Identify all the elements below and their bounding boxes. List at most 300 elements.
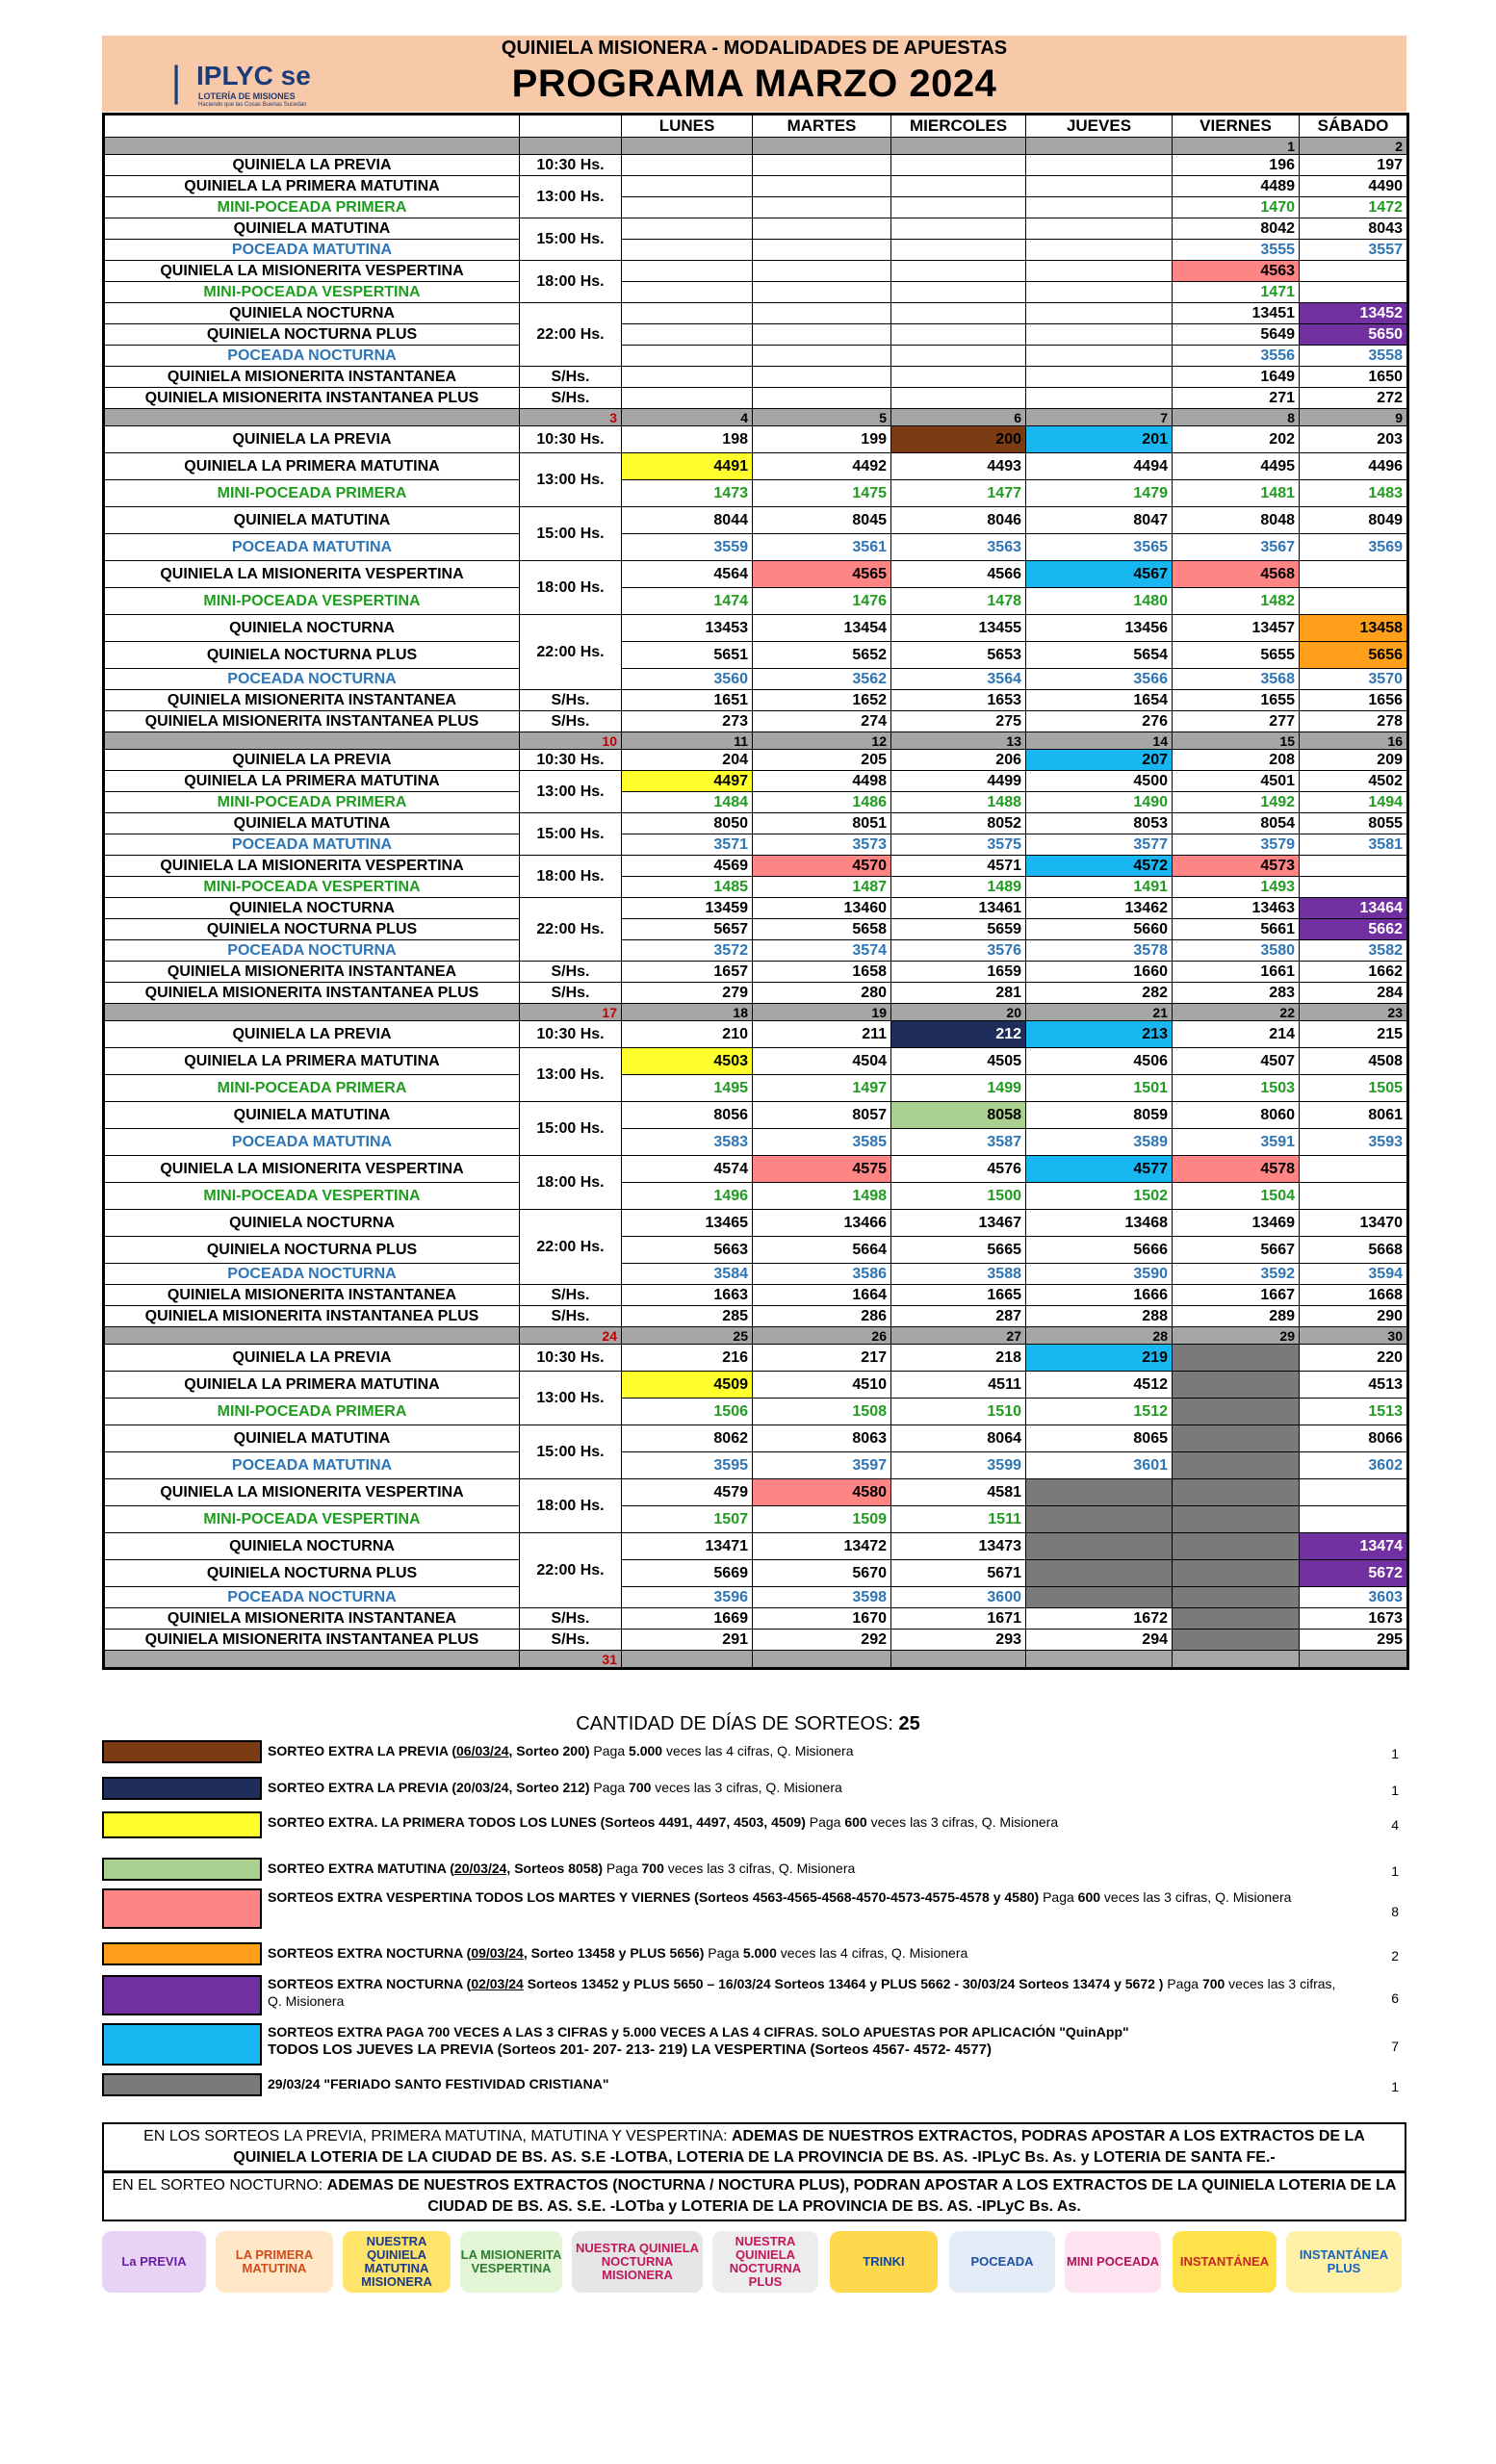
draw-number: 4496 — [1300, 453, 1408, 480]
draw-number — [1026, 1587, 1173, 1608]
game-name: POCEADA NOCTURNA — [104, 940, 520, 962]
legend-pay-label: Paga — [603, 1861, 642, 1876]
legend-item — [102, 2023, 1406, 2066]
draw-number: 218 — [891, 1345, 1026, 1372]
draw-number: 13455 — [891, 615, 1026, 642]
draw-number: 294 — [1026, 1630, 1173, 1651]
draw-number: 3599 — [891, 1452, 1026, 1479]
sunday-date: 31 — [520, 1651, 622, 1669]
game-name: QUINIELA NOCTURNA PLUS — [104, 919, 520, 940]
draw-number: 1484 — [622, 792, 753, 813]
legend-text — [268, 1888, 1346, 1906]
draw-time: S/Hs. — [520, 711, 622, 732]
draw-number: 13454 — [753, 615, 891, 642]
draw-number: 1649 — [1173, 367, 1300, 388]
header-blank — [104, 115, 520, 138]
draw-number: 3598 — [753, 1587, 891, 1608]
game-row — [104, 1129, 1408, 1156]
game-row — [104, 1399, 1408, 1425]
week-label-cell — [104, 1004, 520, 1021]
date-cell: 18 — [622, 1004, 753, 1021]
game-name: QUINIELA MATUTINA — [104, 218, 520, 240]
draw-number: 5653 — [891, 642, 1026, 669]
game-row — [104, 1183, 1408, 1210]
draw-number: 5665 — [891, 1237, 1026, 1264]
legend-lead: SORTEOS EXTRA NOCTURNA ( — [268, 1945, 472, 1961]
draw-number: 3578 — [1026, 940, 1173, 962]
week-label-cell — [104, 732, 520, 750]
draw-number: 4565 — [753, 561, 891, 588]
draw-number: 8055 — [1300, 813, 1408, 834]
game-name: MINI-POCEADA PRIMERA — [104, 1075, 520, 1102]
draw-number — [622, 367, 753, 388]
draw-number: 4577 — [1026, 1156, 1173, 1183]
game-row — [104, 426, 1408, 453]
draw-time: 13:00 Hs. — [520, 176, 622, 218]
draw-number: 4501 — [1173, 771, 1300, 792]
draw-number: 3572 — [622, 940, 753, 962]
game-row — [104, 642, 1408, 669]
draw-number: 5664 — [753, 1237, 891, 1264]
draw-number — [1173, 1452, 1300, 1479]
draw-time: S/Hs. — [520, 983, 622, 1004]
draw-number: 291 — [622, 1630, 753, 1651]
game-row — [104, 1533, 1408, 1560]
draw-number: 3579 — [1173, 834, 1300, 856]
note-nocturno — [102, 2171, 1406, 2221]
legend-rest: veces las 3 cifras, Q. Misionera — [866, 1814, 1059, 1830]
legend-lead: SORTEOS EXTRA VESPERTINA TODOS LOS MARTES Y VIERNES (Sorteos 4563-4565-4568-4570-4573-4575-4578 y 4580) — [268, 1889, 1040, 1905]
draw-number — [1026, 388, 1173, 409]
game-row — [104, 388, 1408, 409]
draw-number: 206 — [891, 750, 1026, 771]
legend-date: 09/03/24 — [471, 1945, 524, 1961]
logo-subtitle: LOTERÍA DE MISIONES — [198, 91, 296, 101]
draw-time: 22:00 Hs. — [520, 1210, 622, 1285]
legend-item — [102, 1811, 1406, 1838]
game-row — [104, 834, 1408, 856]
brand-logo: NUESTRA QUINIELA NOCTURNA PLUS — [712, 2231, 818, 2293]
date-cell: 2 — [1300, 138, 1408, 155]
game-name: QUINIELA LA PRIMERA MATUTINA — [104, 176, 520, 197]
draw-number: 4505 — [891, 1048, 1026, 1075]
header-time-blank — [520, 115, 622, 138]
game-row — [104, 1630, 1408, 1651]
draw-number: 1505 — [1300, 1075, 1408, 1102]
game-row — [104, 534, 1408, 561]
draw-number: 284 — [1300, 983, 1408, 1004]
game-name: QUINIELA NOCTURNA PLUS — [104, 642, 520, 669]
game-name: QUINIELA NOCTURNA — [104, 615, 520, 642]
game-row — [104, 940, 1408, 962]
date-cell — [622, 138, 753, 155]
draw-number: 1486 — [753, 792, 891, 813]
draw-number — [891, 197, 1026, 218]
legend-swatch — [102, 2073, 262, 2096]
draw-time: 13:00 Hs. — [520, 1372, 622, 1425]
header-day: LUNES — [622, 115, 753, 138]
draw-time: 22:00 Hs. — [520, 1533, 622, 1608]
draw-number: 208 — [1173, 750, 1300, 771]
date-cell: 6 — [891, 409, 1026, 426]
draw-number: 209 — [1300, 750, 1408, 771]
week-date-row — [104, 1004, 1408, 1021]
draw-number: 1477 — [891, 480, 1026, 507]
draw-number — [622, 155, 753, 176]
game-row — [104, 480, 1408, 507]
date-cell: 28 — [1026, 1327, 1173, 1345]
draw-time: 13:00 Hs. — [520, 1048, 622, 1102]
game-row — [104, 1237, 1408, 1264]
count-value: 25 — [898, 1713, 920, 1734]
header-day: MIERCOLES — [891, 115, 1026, 138]
draw-number: 3555 — [1173, 240, 1300, 261]
legend-detail: , Sorteo 13458 y PLUS 5656) — [523, 1945, 705, 1961]
date-cell — [1026, 138, 1173, 155]
game-row — [104, 1608, 1408, 1630]
draw-time: 15:00 Hs. — [520, 1102, 622, 1156]
draw-number: 8064 — [891, 1425, 1026, 1452]
draw-number: 1665 — [891, 1285, 1026, 1306]
game-row — [104, 507, 1408, 534]
draw-number: 13463 — [1173, 898, 1300, 919]
draw-number — [753, 261, 891, 282]
draw-number: 1650 — [1300, 367, 1408, 388]
draw-number: 4489 — [1173, 176, 1300, 197]
game-row — [104, 711, 1408, 732]
draw-time: S/Hs. — [520, 1608, 622, 1630]
legend-swatch — [102, 1777, 262, 1800]
draw-number: 202 — [1173, 426, 1300, 453]
day-header-row — [104, 115, 1408, 138]
game-name: QUINIELA LA PREVIA — [104, 1345, 520, 1372]
draw-number: 13452 — [1300, 303, 1408, 324]
game-row — [104, 615, 1408, 642]
legend-count: 7 — [1391, 2039, 1399, 2054]
draw-number: 3559 — [622, 534, 753, 561]
note-daytime-body: ADEMAS DE NUESTROS EXTRACTOS, PODRAS APOSTAR A LOS EXTRACTOS DE LA QUINIELA LOTERIA DE LA CIUDAD DE BS. AS. S.E -LOTBA, LOTERIA DE LA PROVINCIA DE BS. AS. -IPLyC Bs. As. y LOTERIA DE SANTA FE.- — [233, 2128, 1365, 2166]
draw-number: 5657 — [622, 919, 753, 940]
game-row — [104, 771, 1408, 792]
legend-detail: SOLO APUESTAS POR APLICACIÓN "QuinApp" — [817, 2024, 1129, 2040]
legend-count: 4 — [1391, 1817, 1399, 1833]
draw-number: 5650 — [1300, 324, 1408, 346]
game-name: QUINIELA MISIONERITA INSTANTANEA PLUS — [104, 983, 520, 1004]
date-cell: 8 — [1173, 409, 1300, 426]
header-day: VIERNES — [1173, 115, 1300, 138]
legend-item — [102, 1858, 1406, 1881]
game-name: QUINIELA LA MISIONERITA VESPERTINA — [104, 1479, 520, 1506]
draw-number: 5670 — [753, 1560, 891, 1587]
document-title: PROGRAMA MARZO 2024 — [511, 63, 997, 105]
draw-number — [622, 324, 753, 346]
game-row — [104, 155, 1408, 176]
draw-number — [1300, 1479, 1408, 1506]
draw-number: 3569 — [1300, 534, 1408, 561]
draw-number: 3575 — [891, 834, 1026, 856]
draw-time: 18:00 Hs. — [520, 261, 622, 303]
draw-number — [1173, 1608, 1300, 1630]
draw-time: 22:00 Hs. — [520, 615, 622, 690]
draw-number: 13468 — [1026, 1210, 1173, 1237]
legend-swatch — [102, 1888, 262, 1929]
draw-number: 3583 — [622, 1129, 753, 1156]
date-cell — [1300, 1651, 1408, 1669]
draw-number: 1472 — [1300, 197, 1408, 218]
date-cell — [1026, 1651, 1173, 1669]
draw-number: 1490 — [1026, 792, 1173, 813]
draw-number — [1300, 261, 1408, 282]
game-name: POCEADA NOCTURNA — [104, 1264, 520, 1285]
game-row — [104, 690, 1408, 711]
draw-number — [1026, 176, 1173, 197]
legend-pay-label: Paga — [589, 1780, 630, 1795]
date-cell: 16 — [1300, 732, 1408, 750]
game-name: MINI-POCEADA VESPERTINA — [104, 588, 520, 615]
legend-pay-label: Paga — [805, 1814, 845, 1830]
draw-number: 8058 — [891, 1102, 1026, 1129]
draw-time: S/Hs. — [520, 690, 622, 711]
game-row — [104, 176, 1408, 197]
draw-number: 3594 — [1300, 1264, 1408, 1285]
final-date-row — [104, 1651, 1408, 1669]
legend-lead: SORTEOS EXTRA NOCTURNA ( — [268, 1976, 472, 1991]
draw-number: 8053 — [1026, 813, 1173, 834]
draw-time: 10:30 Hs. — [520, 750, 622, 771]
draw-number: 1474 — [622, 588, 753, 615]
draw-number: 217 — [753, 1345, 891, 1372]
legend-date: 06/03/24 — [456, 1743, 509, 1758]
draw-number — [1300, 856, 1408, 877]
draw-number: 1482 — [1173, 588, 1300, 615]
game-name: QUINIELA MISIONERITA INSTANTANEA — [104, 690, 520, 711]
draw-number — [1026, 240, 1173, 261]
draw-number: 3568 — [1173, 669, 1300, 690]
draw-number: 203 — [1300, 426, 1408, 453]
game-row — [104, 453, 1408, 480]
legend-swatch — [102, 1858, 262, 1881]
draw-number: 4570 — [753, 856, 891, 877]
legend-pay: 700 — [641, 1861, 664, 1876]
game-name: POCEADA NOCTURNA — [104, 1587, 520, 1608]
draw-number: 220 — [1300, 1345, 1408, 1372]
draw-number — [1026, 324, 1173, 346]
draw-number: 4578 — [1173, 1156, 1300, 1183]
note-daytime-lead: EN LOS SORTEOS LA PREVIA, PRIMERA MATUTINA, MATUTINA Y VESPERTINA: — [143, 2128, 732, 2144]
draw-number: 4564 — [622, 561, 753, 588]
draw-number: 4509 — [622, 1372, 753, 1399]
draw-number: 4506 — [1026, 1048, 1173, 1075]
game-row — [104, 1048, 1408, 1075]
game-row — [104, 1264, 1408, 1285]
draw-number: 1653 — [891, 690, 1026, 711]
draw-time: 10:30 Hs. — [520, 155, 622, 176]
draw-number: 3560 — [622, 669, 753, 690]
draw-number: 1659 — [891, 962, 1026, 983]
draw-number: 4493 — [891, 453, 1026, 480]
draw-number: 5672 — [1300, 1560, 1408, 1587]
draw-number: 5651 — [622, 642, 753, 669]
draw-number: 1495 — [622, 1075, 753, 1102]
legend-swatch — [102, 2023, 262, 2066]
draw-number: 13473 — [891, 1533, 1026, 1560]
draw-number: 5659 — [891, 919, 1026, 940]
draw-number — [753, 324, 891, 346]
draw-number: 8045 — [753, 507, 891, 534]
draw-number: 13469 — [1173, 1210, 1300, 1237]
draw-number — [1300, 1183, 1408, 1210]
legend-detail: Sorteos 8058) — [510, 1861, 604, 1876]
draw-number: 290 — [1300, 1306, 1408, 1327]
game-row — [104, 218, 1408, 240]
game-name: QUINIELA MISIONERITA INSTANTANEA — [104, 367, 520, 388]
draw-number: 293 — [891, 1630, 1026, 1651]
draw-number — [753, 346, 891, 367]
game-name: MINI-POCEADA PRIMERA — [104, 480, 520, 507]
game-name: QUINIELA MISIONERITA INSTANTANEA PLUS — [104, 1306, 520, 1327]
draw-number: 3584 — [622, 1264, 753, 1285]
draw-number: 3562 — [753, 669, 891, 690]
draw-number: 3597 — [753, 1452, 891, 1479]
draw-number: 3596 — [622, 1587, 753, 1608]
draw-number: 292 — [753, 1630, 891, 1651]
legend-item — [102, 1942, 1406, 1965]
draw-number — [1173, 1533, 1300, 1560]
draw-number: 8042 — [1173, 218, 1300, 240]
draw-number: 3602 — [1300, 1452, 1408, 1479]
draw-number: 8063 — [753, 1425, 891, 1452]
draw-number: 8057 — [753, 1102, 891, 1129]
logo-mark-icon: | — [171, 56, 182, 105]
draw-number: 8066 — [1300, 1425, 1408, 1452]
legend-item — [102, 1975, 1406, 2015]
draw-number — [891, 324, 1026, 346]
date-cell: 11 — [622, 732, 753, 750]
schedule-body — [104, 138, 1408, 1669]
legend-swatch — [102, 1811, 262, 1838]
draw-number: 13456 — [1026, 615, 1173, 642]
legend-text — [268, 2075, 1346, 2092]
draw-number: 285 — [622, 1306, 753, 1327]
draw-number: 3591 — [1173, 1129, 1300, 1156]
draw-number: 3574 — [753, 940, 891, 962]
legend-item — [102, 2073, 1406, 2096]
draw-number: 1664 — [753, 1285, 891, 1306]
legend-text — [268, 1813, 1346, 1831]
draw-number: 13460 — [753, 898, 891, 919]
draw-number: 196 — [1173, 155, 1300, 176]
game-name: POCEADA MATUTINA — [104, 534, 520, 561]
legend-item — [102, 1740, 1406, 1763]
game-name: QUINIELA LA PREVIA — [104, 1021, 520, 1048]
legend-swatch — [102, 1740, 262, 1763]
draw-number: 281 — [891, 983, 1026, 1004]
draw-number: 1506 — [622, 1399, 753, 1425]
draw-number: 3580 — [1173, 940, 1300, 962]
week-date-row — [104, 1327, 1408, 1345]
draw-number — [1300, 1506, 1408, 1533]
game-row — [104, 1156, 1408, 1183]
game-name: QUINIELA NOCTURNA PLUS — [104, 1237, 520, 1264]
draw-number: 1494 — [1300, 792, 1408, 813]
draw-number: 3564 — [891, 669, 1026, 690]
draw-number: 4495 — [1173, 453, 1300, 480]
game-name: QUINIELA NOCTURNA — [104, 1533, 520, 1560]
week-label-cell — [104, 138, 520, 155]
draw-number: 1493 — [1173, 877, 1300, 898]
draw-number: 204 — [622, 750, 753, 771]
draw-number — [1173, 1425, 1300, 1452]
game-row — [104, 1452, 1408, 1479]
draw-number: 4504 — [753, 1048, 891, 1075]
game-row — [104, 1425, 1408, 1452]
draw-number: 3567 — [1173, 534, 1300, 561]
draw-number: 200 — [891, 426, 1026, 453]
date-cell: 19 — [753, 1004, 891, 1021]
draw-number: 8048 — [1173, 507, 1300, 534]
game-name: MINI-POCEADA VESPERTINA — [104, 282, 520, 303]
draw-number: 1504 — [1173, 1183, 1300, 1210]
draw-number: 3576 — [891, 940, 1026, 962]
draw-time: 18:00 Hs. — [520, 561, 622, 615]
draw-number: 4512 — [1026, 1372, 1173, 1399]
draw-number: 197 — [1300, 155, 1408, 176]
draw-number: 3601 — [1026, 1452, 1173, 1479]
draw-number: 276 — [1026, 711, 1173, 732]
draw-number: 1485 — [622, 877, 753, 898]
sunday-date: 10 — [520, 732, 622, 750]
draw-number — [622, 218, 753, 240]
game-row — [104, 1506, 1408, 1533]
draw-number — [1026, 218, 1173, 240]
schedule-table — [102, 113, 1409, 1670]
draw-number: 1473 — [622, 480, 753, 507]
game-name: QUINIELA LA PREVIA — [104, 750, 520, 771]
draw-number: 3563 — [891, 534, 1026, 561]
legend-item — [102, 1888, 1406, 1929]
game-row — [104, 303, 1408, 324]
game-name: QUINIELA LA MISIONERITA VESPERTINA — [104, 561, 520, 588]
draw-number: 1513 — [1300, 1399, 1408, 1425]
draw-number: 1487 — [753, 877, 891, 898]
draw-number: 4568 — [1173, 561, 1300, 588]
brand-logo: TRINKI — [830, 2231, 938, 2293]
draw-number — [622, 240, 753, 261]
legend-text — [268, 1779, 1346, 1796]
date-cell — [753, 138, 891, 155]
game-name: QUINIELA NOCTURNA — [104, 898, 520, 919]
draw-number: 8049 — [1300, 507, 1408, 534]
header-day: MARTES — [753, 115, 891, 138]
draw-number: 1654 — [1026, 690, 1173, 711]
game-row — [104, 240, 1408, 261]
note-nocturno-lead: EN EL SORTEO NOCTURNO: — [112, 2177, 327, 2194]
draw-time: 10:30 Hs. — [520, 426, 622, 453]
draw-number — [753, 282, 891, 303]
game-name: QUINIELA LA PRIMERA MATUTINA — [104, 453, 520, 480]
draw-number: 5662 — [1300, 919, 1408, 940]
brand-logo: LA PRIMERA MATUTINA — [216, 2231, 333, 2293]
draw-number — [891, 176, 1026, 197]
legend-date: 20/03/24, — [453, 1861, 511, 1876]
draw-number: 3588 — [891, 1264, 1026, 1285]
draw-number: 8065 — [1026, 1425, 1173, 1452]
draw-number: 8059 — [1026, 1102, 1173, 1129]
draw-number — [622, 303, 753, 324]
draw-time: S/Hs. — [520, 1630, 622, 1651]
date-cell: 26 — [753, 1327, 891, 1345]
draw-number: 1672 — [1026, 1608, 1173, 1630]
